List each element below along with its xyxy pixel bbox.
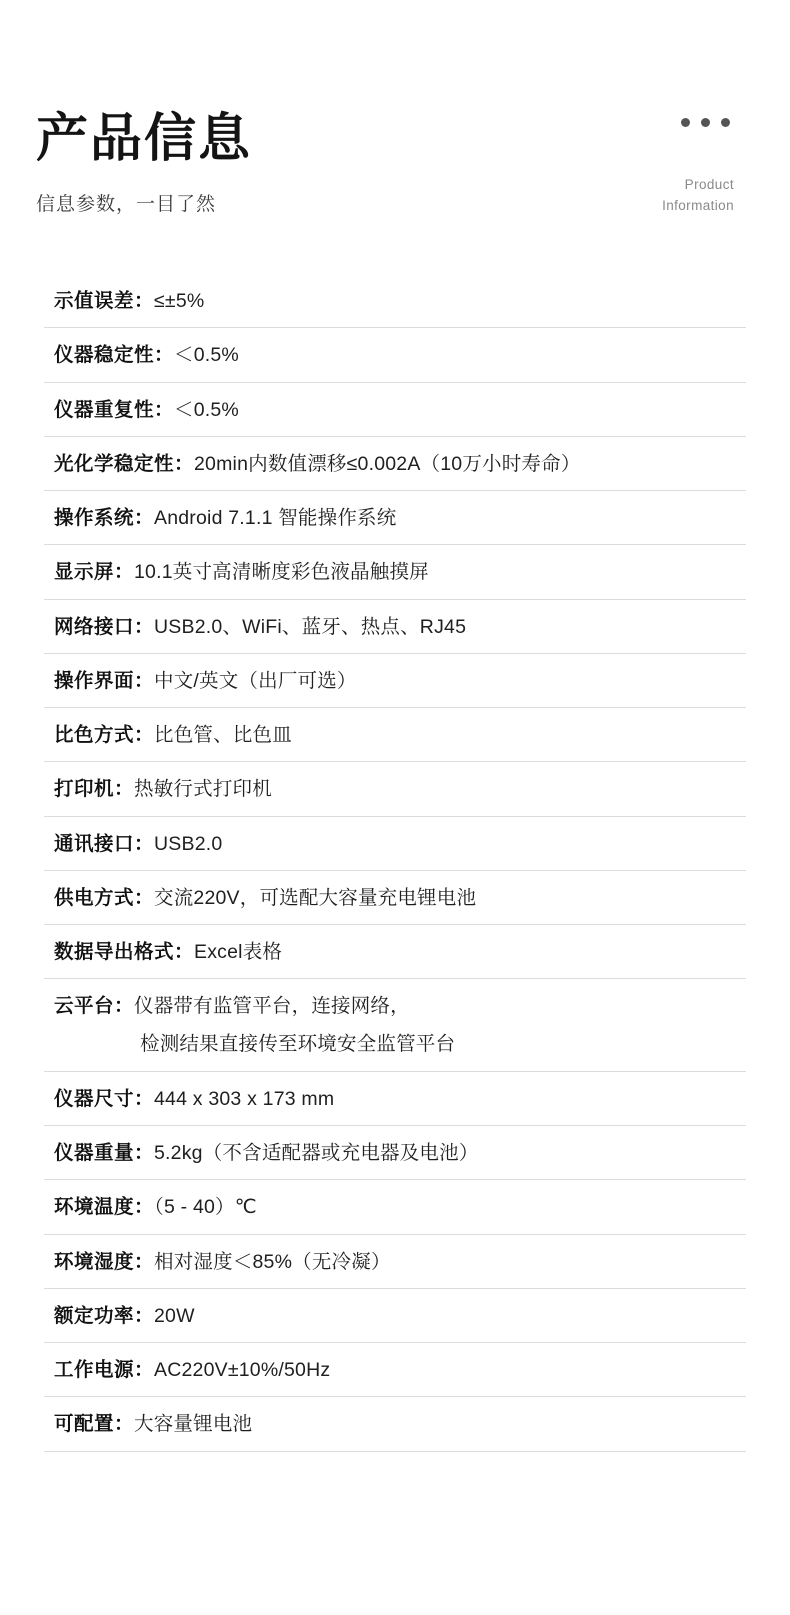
spec-value: ≤±5% xyxy=(154,290,205,312)
spec-label: 环境温度： xyxy=(54,1196,155,1219)
spec-value: 交流220V，可选配大容量充电锂电池 xyxy=(154,886,477,909)
spec-value: ＜0.5% xyxy=(174,398,239,421)
spec-row xyxy=(44,1397,746,1451)
spec-label: 云平台： xyxy=(54,995,135,1018)
spec-row xyxy=(44,1343,746,1397)
spec-label: 操作系统： xyxy=(54,507,155,529)
spec-value: 444 x 303 x 173 mm xyxy=(154,1087,335,1110)
spec-row xyxy=(44,600,746,654)
spec-label: 工作电源： xyxy=(54,1359,155,1381)
spec-label: 数据导出格式： xyxy=(54,941,195,963)
spec-value: USB2.0 xyxy=(154,832,223,855)
spec-list xyxy=(44,274,746,1452)
spec-value: Android 7.1.1 智能操作系统 xyxy=(154,507,397,529)
spec-label: 操作界面： xyxy=(54,669,155,692)
spec-value: （5 - 40）℃ xyxy=(154,1196,257,1219)
spec-value: 大容量锂电池 xyxy=(134,1413,253,1436)
spec-value: 中文/英文（出厂可选） xyxy=(154,669,357,692)
spec-row xyxy=(44,1180,746,1234)
spec-value: 比色管、比色皿 xyxy=(154,724,292,746)
eyebrow-line-2: Information xyxy=(662,197,734,213)
spec-row xyxy=(44,708,746,762)
spec-row xyxy=(44,437,746,491)
header-right-block xyxy=(554,118,734,217)
spec-label: 额定功率： xyxy=(54,1304,155,1327)
spec-label: 比色方式： xyxy=(54,724,155,746)
spec-row xyxy=(44,491,746,545)
spec-value: 仪器带有监管平台，连接网络， xyxy=(134,995,410,1018)
spec-label: 仪器重量： xyxy=(54,1142,155,1164)
spec-row xyxy=(44,762,746,816)
spec-row xyxy=(44,1072,746,1126)
spec-value: Excel表格 xyxy=(194,941,283,963)
more-dots-icon xyxy=(554,118,734,127)
spec-label: 打印机： xyxy=(54,778,135,801)
spec-label: 通讯接口： xyxy=(54,832,155,855)
spec-row xyxy=(44,383,746,437)
dot-2 xyxy=(701,118,710,127)
dot-3 xyxy=(721,118,730,127)
spec-value: 5.2kg（不含适配器或充电器及电池） xyxy=(154,1142,479,1164)
spec-label: 显示屏： xyxy=(54,561,135,584)
spec-label: 可配置： xyxy=(54,1413,135,1436)
spec-row xyxy=(44,328,746,382)
spec-row xyxy=(44,871,746,925)
eyebrow-text xyxy=(554,175,734,217)
eyebrow-line-1: Product xyxy=(684,177,734,192)
spec-label: 示值误差： xyxy=(54,290,155,312)
spec-value: ＜0.5% xyxy=(174,344,239,367)
spec-row xyxy=(44,274,746,328)
spec-value: 20W xyxy=(154,1304,195,1327)
spec-value-continued: 检测结果直接传至环境安全监管平台 xyxy=(140,1032,456,1055)
spec-label: 仪器稳定性： xyxy=(54,344,175,367)
page-header xyxy=(0,0,790,215)
spec-row xyxy=(44,654,746,708)
spec-value: AC220V±10%/50Hz xyxy=(154,1359,331,1381)
page-subtitle: 信息参数，一目了然 xyxy=(36,193,217,215)
spec-row xyxy=(44,925,746,979)
spec-label: 网络接口： xyxy=(54,615,155,638)
spec-label: 环境湿度： xyxy=(54,1250,155,1273)
spec-label: 仪器重复性： xyxy=(54,398,175,421)
spec-label: 供电方式： xyxy=(54,886,155,909)
spec-value: 10.1英寸高清晰度彩色液晶触摸屏 xyxy=(134,561,429,584)
spec-value: 热敏行式打印机 xyxy=(134,778,272,801)
dot-1 xyxy=(681,118,690,127)
spec-row xyxy=(44,1235,746,1289)
spec-label: 仪器尺寸： xyxy=(54,1087,155,1110)
spec-row xyxy=(44,1126,746,1180)
page-title: 产品信息 xyxy=(36,108,253,169)
spec-label: 光化学稳定性： xyxy=(54,452,195,475)
spec-value: USB2.0、WiFi、蓝牙、热点、RJ45 xyxy=(154,615,467,638)
spec-row xyxy=(44,979,746,1072)
spec-row xyxy=(44,545,746,599)
spec-value: 20min内数值漂移≤0.002A（10万小时寿命） xyxy=(194,452,581,475)
spec-value: 相对湿度＜85%（无冷凝） xyxy=(154,1250,391,1273)
spec-row xyxy=(44,1289,746,1343)
spec-row xyxy=(44,817,746,871)
